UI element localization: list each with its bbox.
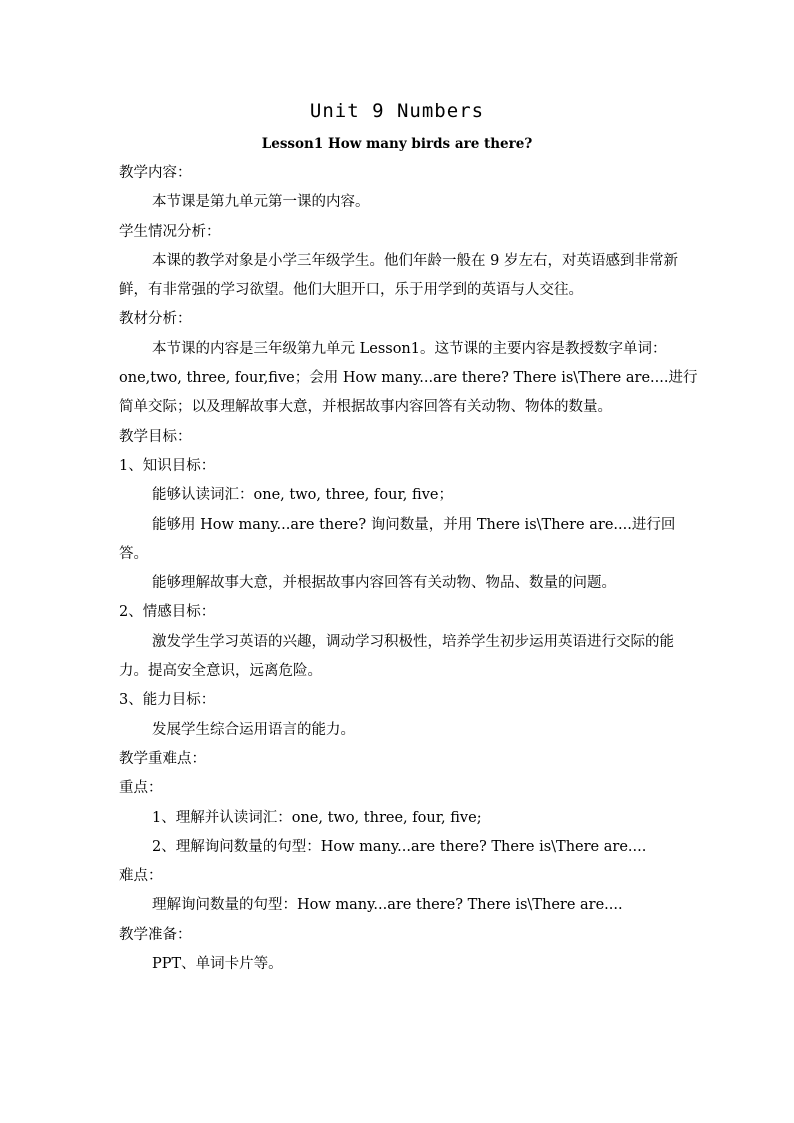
material-heading: 教材分析： — [119, 311, 192, 328]
knowledge-heading: 1、知识目标： — [119, 457, 216, 474]
document-body — [119, 159, 699, 979]
knowledge-item-2: 能够用 How many...are there? 询问数量，并用 There is\There are....进行回答。 — [119, 516, 676, 562]
knowledge-item-3: 能够理解故事大意，并根据故事内容回答有关动物、物品、数量的问题。 — [152, 575, 616, 592]
material-text: 本节课的内容是三年级第九单元 Lesson1。这节课的主要内容是教授数字单词：one,two, three, four,five；会用 How many...are there? There is\There are....进行简单交际；以及理解故事大意，并根据故事内容回答有关动物、物体的数量。 — [119, 340, 698, 416]
document-subtitle: Lesson1 How many birds are there? — [261, 136, 533, 152]
difficulty-heading: 难点： — [119, 868, 163, 885]
focus-heading: 重点： — [119, 780, 163, 797]
emotion-text: 激发学生学习英语的兴趣，调动学习积极性，培养学生初步运用英语进行交际的能力。提高安全意识，远离危险。 — [119, 633, 674, 680]
knowledge-item-1: 能够认读词汇：one, two, three, four, five； — [152, 487, 453, 504]
emotion-heading: 2、情感目标： — [119, 604, 216, 621]
prep-heading: 教学准备： — [119, 926, 192, 943]
focus-item-1: 1、理解并认读词汇：one, two, three, four, five; — [152, 809, 482, 826]
focus-item-2: 2、理解询问数量的句型：How many...are there? There is\There are.... — [152, 838, 647, 855]
students-text: 本课的教学对象是小学三年级学生。他们年龄一般在 9 岁左右，对英语感到非常新鲜，有非常强的学习欲望。他们大胆开口，乐于用学到的英语与人交往。 — [119, 252, 678, 299]
ability-text: 发展学生综合运用语言的能力。 — [152, 721, 355, 738]
ability-heading: 3、能力目标： — [119, 692, 216, 709]
difficulty-text: 理解询问数量的句型：How many...are there? There is\There are.... — [152, 897, 623, 914]
document-title: Unit 9 Numbers — [309, 100, 485, 122]
students-heading: 学生情况分析： — [119, 223, 221, 240]
keypoints-heading: 教学重难点： — [119, 750, 206, 767]
objectives-heading: 教学目标： — [119, 428, 192, 445]
prep-text: PPT、单词卡片等。 — [152, 956, 283, 973]
content-text: 本节课是第九单元第一课的内容。 — [152, 194, 370, 211]
content-heading: 教学内容： — [119, 165, 192, 181]
